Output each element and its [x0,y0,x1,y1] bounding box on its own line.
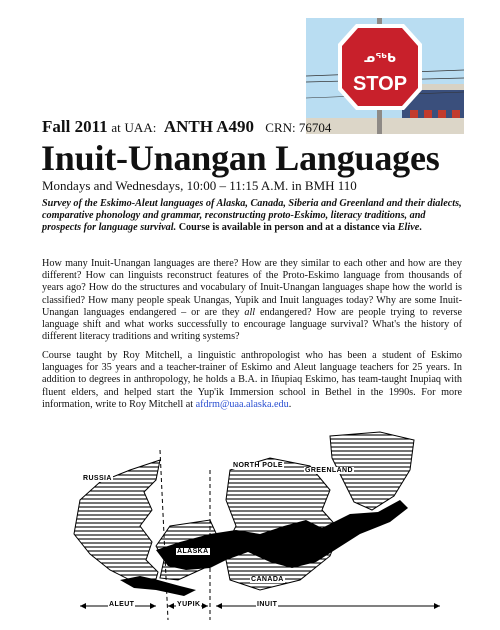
crn: CRN: 76704 [265,120,332,135]
schedule: Mondays and Wednesdays, 10:00 – 11:15 A.M. in BMH 110 [42,178,357,193]
course-number: ANTH A490 [163,117,255,136]
label-yupik: YUPIK [177,601,201,608]
label-inuit: INUIT [257,601,278,608]
label-aleut: ALEUT [109,601,135,608]
page-title: Inuit-Unangan Languages [41,138,440,178]
language-map [60,430,450,630]
summary-end: . [419,222,422,234]
stop-sign [338,24,422,110]
questions-paragraph [42,258,462,343]
instructor-end: . [288,398,292,410]
questions-after: endangered? How are people trying to reverse language shift and what works successfully to encourage language survival? What's the history of different literacy traditions and writing systems? [42,306,462,343]
at-text: at [111,120,121,135]
questions-before: How many Inuit-Unangan languages are there? How are they similar to each other and how are they different? How can linguists reconstruct features of the Proto-Eskimo language from thousands of years ago? How do the structures and vocabulary of Inuit-Unangan languages shape how the world is classified? How many people speak Unangas, Yupik and Inuit languages today? Why are some Inuit-Unangan languages endangered – or are they [42,258,462,318]
label-canada: CANADA [251,576,284,583]
label-russia: RUSSIA [83,475,112,482]
campus: UAA: [124,120,157,135]
label-alaska: ALASKA [177,548,209,555]
elive-text: Elive [397,222,420,234]
label-greenland: GREENLAND [305,467,353,474]
syllabics-text: ᓄᖅᑲ [364,51,396,65]
term: Fall 2011 [42,117,108,136]
instructor-text: Course taught by Roy Mitchell, a linguistic anthropologist who has been a student of Eskimo languages for 35 years and a teacher-trainer of Eskimo and Aleut language teachers for 25 years. In addition to degrees in anthropology, he holds a B.A. in Iñupiaq Eskimo, has team-taught Inupiaq with fluent elders, and helped start the Yup'ik Immersion school in Bethel in the 1990s. For more information, write to Roy Mitchell at [42,350,462,410]
summary-plain: Course is available in person and at a distance via [176,222,398,234]
stop-text: STOP [352,73,408,95]
all-emphasis: all [244,306,256,318]
course-summary [42,198,462,235]
course-info-line [42,117,331,137]
summary-italic: Survey of the Eskimo-Aleut languages of Alaska, Canada, Siberia and Greenland and their dialects, comparative phonology and grammar, reconstructing proto-Eskimo, literacy traditions, and prospects for language survival. [42,198,462,234]
email-link[interactable]: afdrm@uaa.alaska.edu [195,398,289,410]
label-north-pole: NORTH POLE [233,462,283,469]
instructor-paragraph [42,350,462,411]
